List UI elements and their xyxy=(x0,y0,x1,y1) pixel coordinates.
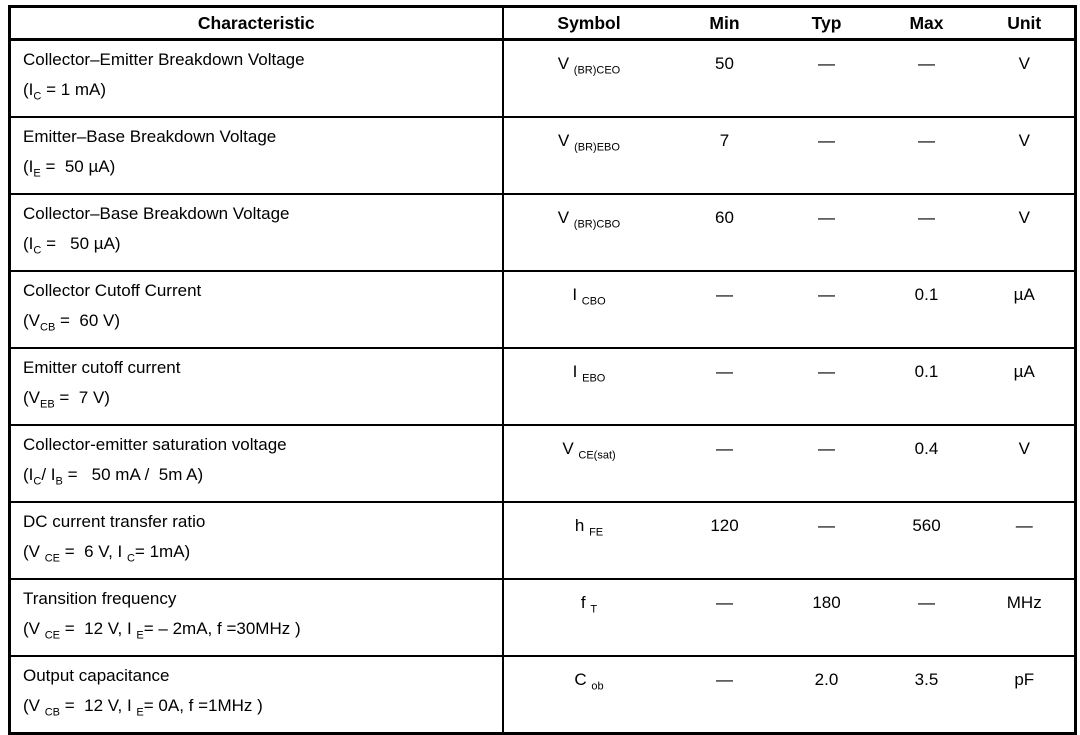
max-value: 3.5 xyxy=(879,656,975,734)
characteristic-cell xyxy=(10,271,503,348)
typ-value: — xyxy=(775,348,879,425)
table-row xyxy=(10,117,1076,194)
characteristic-condition: ($I_E = 50$ µA) xyxy=(23,157,116,180)
characteristic-condition: (V $_{CB}$ = 12 V, I $_E$= 0A, f =1MHz ) xyxy=(23,696,263,719)
unit-value: µA xyxy=(975,348,1076,425)
characteristic-condition: (V $_{CE}$ = 12 V, I $_E$= – 2mA, f =30MHz ) xyxy=(23,619,301,642)
characteristic-condition: ($I_C = 50$ µA) xyxy=(23,234,121,257)
symbol-cell: V $_{(BR)CEO}$ xyxy=(503,40,675,118)
unit-value: V xyxy=(975,425,1076,502)
characteristic-cell xyxy=(10,579,503,656)
unit-value: V xyxy=(975,40,1076,118)
table-row xyxy=(10,502,1076,579)
table-row xyxy=(10,348,1076,425)
characteristic-name: Collector Cutoff Current xyxy=(23,281,202,300)
min-value: — xyxy=(675,579,775,656)
symbol-cell: h $_{FE}$ xyxy=(503,502,675,579)
characteristic-name: Output capacitance xyxy=(23,666,170,685)
unit-value: V xyxy=(975,117,1076,194)
max-value: — xyxy=(879,40,975,118)
characteristic-cell xyxy=(10,425,503,502)
unit-value: — xyxy=(975,502,1076,579)
characteristic-cell xyxy=(10,502,503,579)
symbol-cell: V $_{CE(sat)}$ xyxy=(503,425,675,502)
table-row xyxy=(10,579,1076,656)
characteristic-condition: (V $_{CE}$ = 6 V, I $_C$= 1mA) xyxy=(23,542,191,565)
typ-value: 180 xyxy=(775,579,879,656)
characteristic-name: Emitter cutoff current xyxy=(23,358,181,377)
typ-value: — xyxy=(775,194,879,271)
characteristic-name: Collector–Base Breakdown Voltage xyxy=(23,204,290,223)
header-unit: Unit xyxy=(975,7,1076,40)
symbol-cell: I $_{EBO}$ xyxy=(503,348,675,425)
min-value: — xyxy=(675,425,775,502)
characteristic-name: DC current transfer ratio xyxy=(23,512,206,531)
typ-value: — xyxy=(775,117,879,194)
table-row xyxy=(10,40,1076,118)
max-value: — xyxy=(879,194,975,271)
unit-value: pF xyxy=(975,656,1076,734)
unit-value: V xyxy=(975,194,1076,271)
table-row xyxy=(10,656,1076,734)
header-max: Max xyxy=(879,7,975,40)
symbol-cell: f $_T$ xyxy=(503,579,675,656)
typ-value: — xyxy=(775,271,879,348)
symbol-cell: V $_{(BR)EBO}$ xyxy=(503,117,675,194)
typ-value: — xyxy=(775,40,879,118)
characteristics-table xyxy=(8,5,1077,735)
max-value: 0.4 xyxy=(879,425,975,502)
characteristic-cell xyxy=(10,656,503,734)
table-row xyxy=(10,425,1076,502)
min-value: 60 xyxy=(675,194,775,271)
symbol-cell: V $_{(BR)CBO}$ xyxy=(503,194,675,271)
min-value: 120 xyxy=(675,502,775,579)
header-symbol: Symbol xyxy=(503,7,675,40)
unit-value: MHz xyxy=(975,579,1076,656)
table-row xyxy=(10,194,1076,271)
characteristic-cell xyxy=(10,348,503,425)
table-header xyxy=(10,7,1076,40)
characteristic-name: Emitter–Base Breakdown Voltage xyxy=(23,127,277,146)
typ-value: 2.0 xyxy=(775,656,879,734)
max-value: — xyxy=(879,117,975,194)
characteristic-name: Transition frequency xyxy=(23,589,177,608)
characteristic-cell xyxy=(10,40,503,118)
max-value: 0.1 xyxy=(879,348,975,425)
min-value: — xyxy=(675,656,775,734)
header-row xyxy=(10,7,1076,40)
characteristic-name: Collector-emitter saturation voltage xyxy=(23,435,287,454)
characteristic-cell xyxy=(10,117,503,194)
characteristic-condition: ($V_{CB} = 60$ V) xyxy=(23,311,121,334)
characteristic-name: Collector–Emitter Breakdown Voltage xyxy=(23,50,305,69)
characteristic-cell xyxy=(10,194,503,271)
symbol-cell: C $_{ob}$ xyxy=(503,656,675,734)
table-row xyxy=(10,271,1076,348)
symbol-cell: I $_{CBO}$ xyxy=(503,271,675,348)
typ-value: — xyxy=(775,425,879,502)
characteristic-condition: ($I_C = 1$ mA) xyxy=(23,80,107,103)
characteristic-condition: ($I_C/$ $I_B = 50$ mA / 5m A) xyxy=(23,465,204,488)
min-value: — xyxy=(675,271,775,348)
max-value: 560 xyxy=(879,502,975,579)
table-body xyxy=(10,40,1076,734)
header-typ: Typ xyxy=(775,7,879,40)
typ-value: — xyxy=(775,502,879,579)
min-value: 50 xyxy=(675,40,775,118)
min-value: — xyxy=(675,348,775,425)
unit-value: µA xyxy=(975,271,1076,348)
header-min: Min xyxy=(675,7,775,40)
max-value: — xyxy=(879,579,975,656)
min-value: 7 xyxy=(675,117,775,194)
header-characteristic: Characteristic xyxy=(10,7,503,40)
characteristic-condition: ($V_{EB} = 7$ V) xyxy=(23,388,110,411)
max-value: 0.1 xyxy=(879,271,975,348)
